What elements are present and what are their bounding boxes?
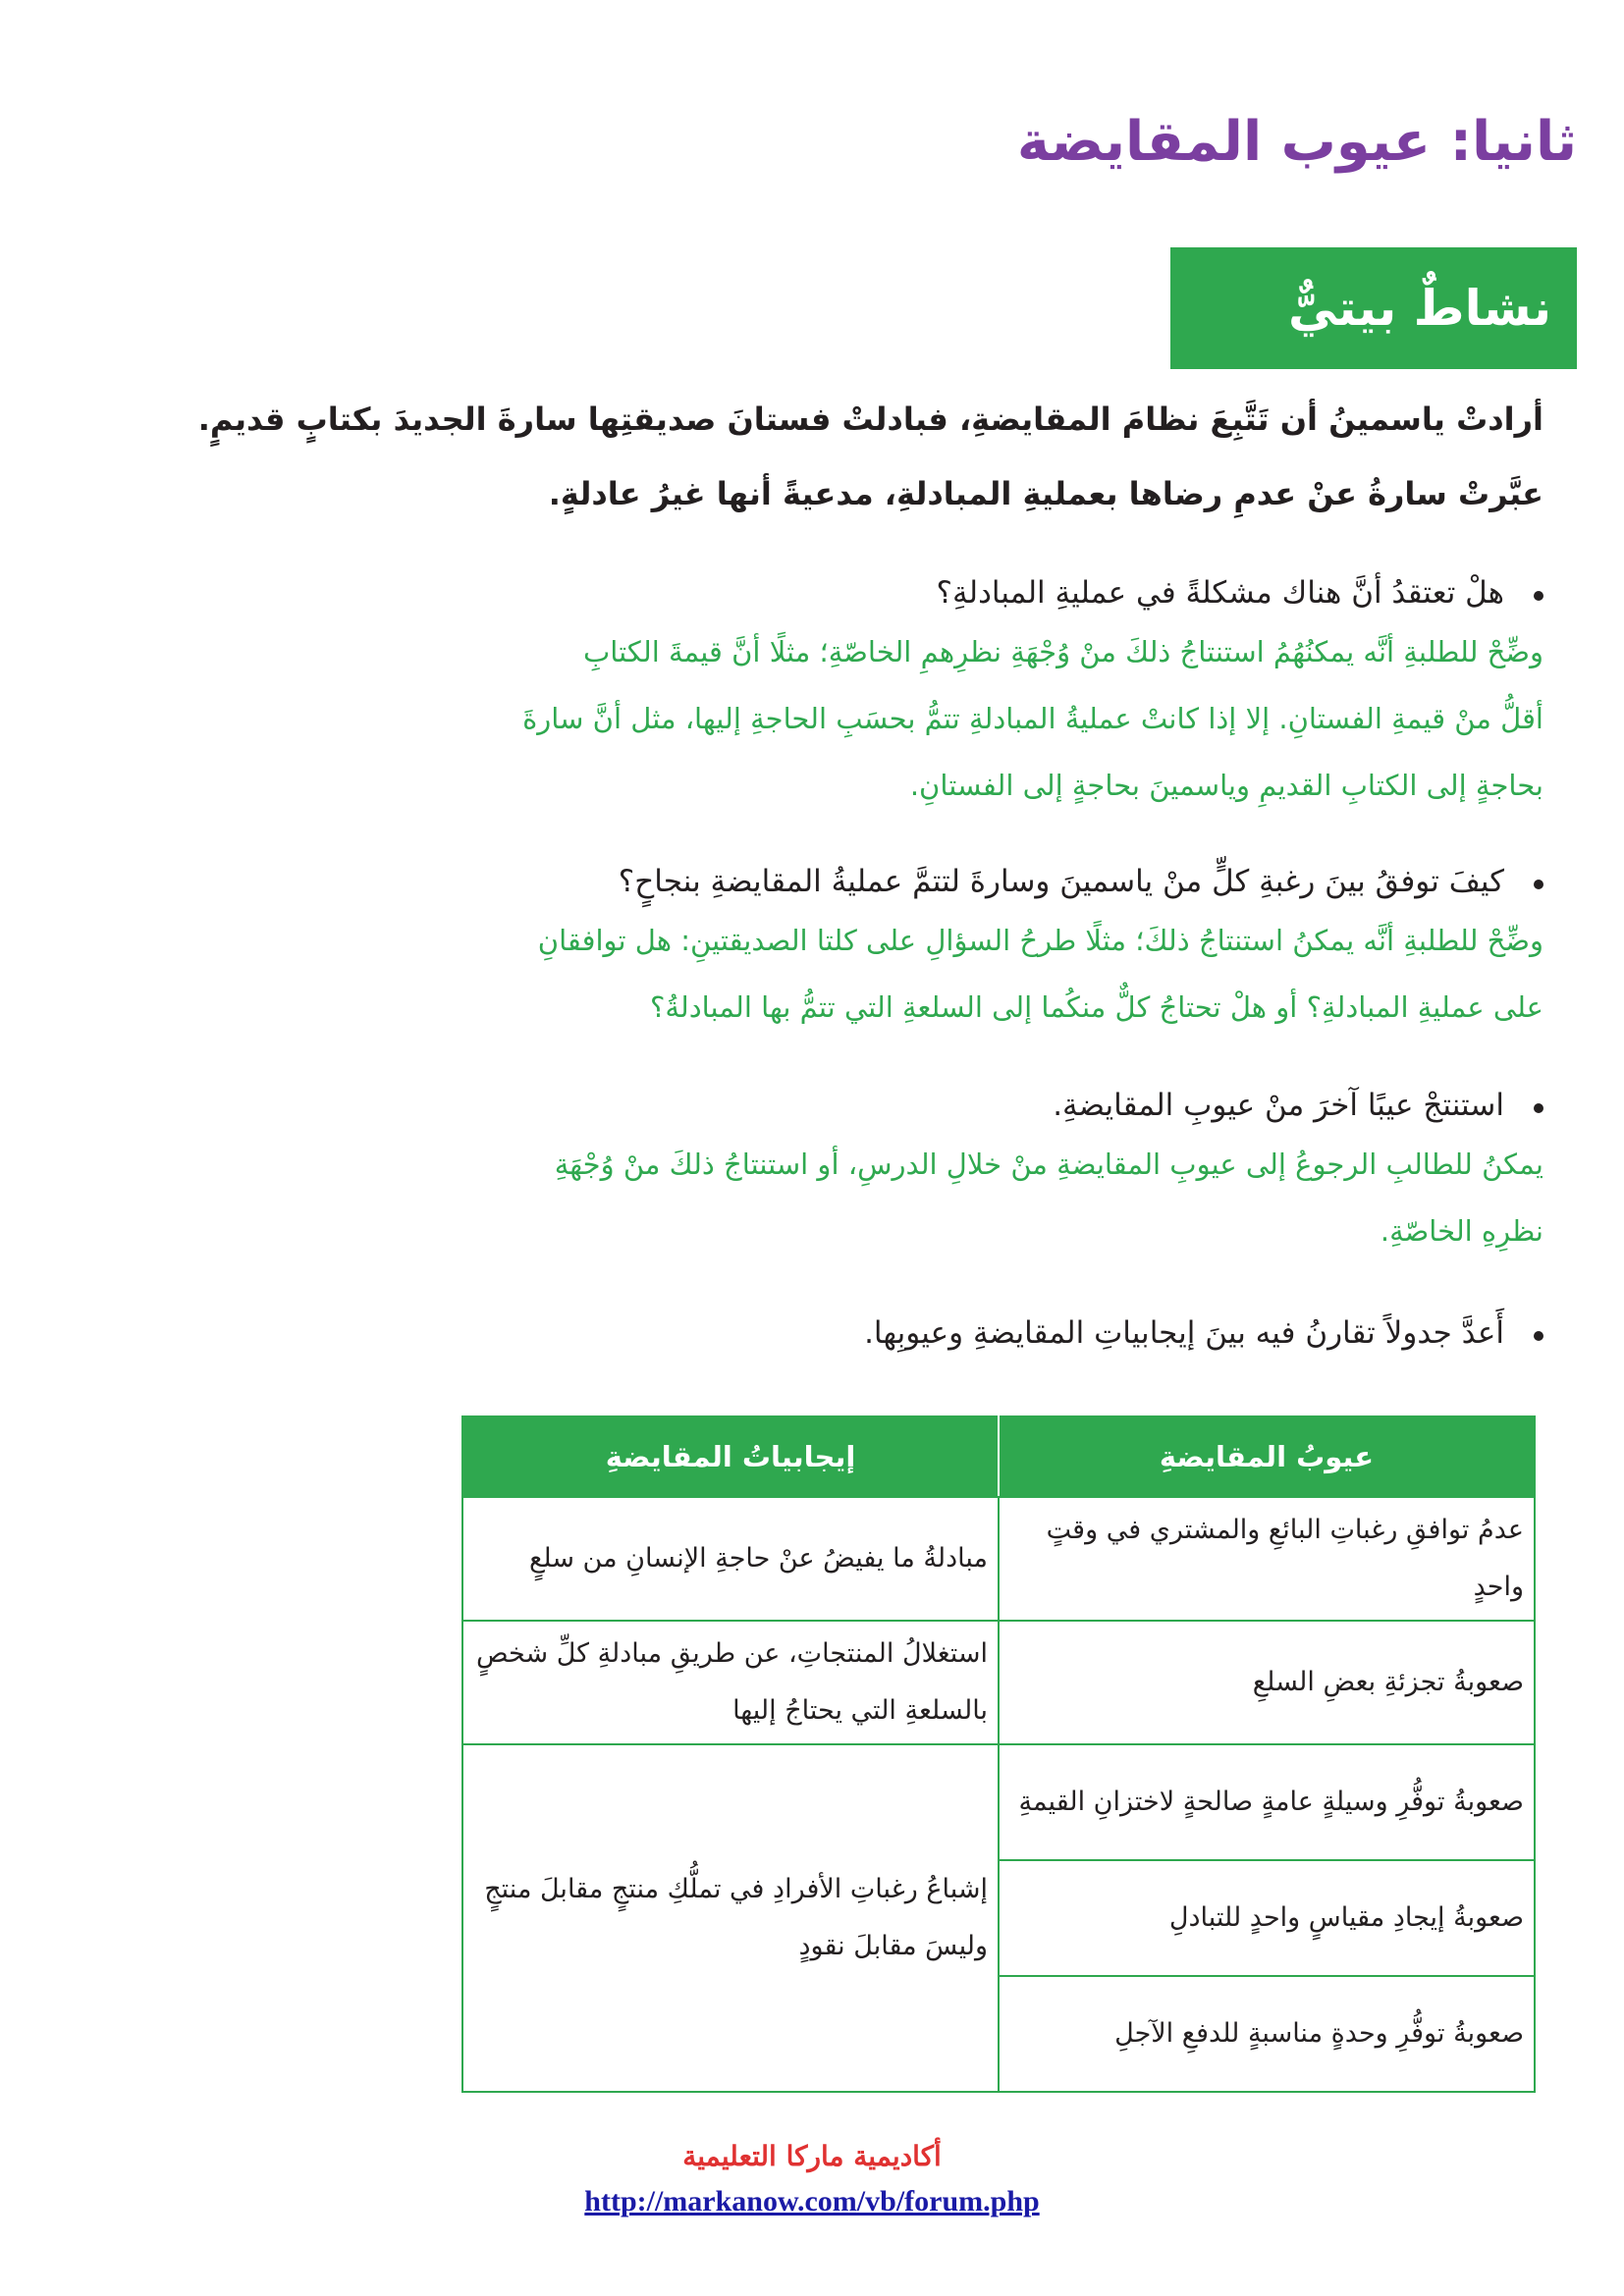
answer-text bbox=[130, 618, 1543, 819]
disadvantage-cell: صعوبةُ توفُّرِ وسيلةٍ عامةٍ صالحةٍ لاختزانِ القيمةِ bbox=[999, 1744, 1535, 1860]
question-text: هلْ تعتقدُ أنَّ هناك مشكلةً في عمليةِ المبادلةِ؟ bbox=[130, 575, 1543, 611]
table-row bbox=[462, 1621, 1535, 1744]
question-item-2 bbox=[130, 864, 1543, 1041]
advantage-cell: استغلالُ المنتجاتِ، عن طريقِ مبادلةِ كلِّ شخصٍ بالسلعةِ التي يحتاجُ إليها bbox=[462, 1621, 999, 1744]
question-text: استنتجْ عيبًا آخرَ منْ عيوبِ المقايضةِ. bbox=[130, 1088, 1543, 1123]
disadvantage-cell: صعوبةُ توفُّرِ وحدةٍ مناسبةٍ للدفعِ الآجلِ bbox=[999, 1976, 1535, 2092]
header-advantages: إيجابياتُ المقايضةِ bbox=[462, 1416, 999, 1497]
table-row bbox=[462, 1744, 1535, 1860]
answer-line: بحاجةٍ إلى الكتابِ القديمِ وياسمينَ بحاجةٍ إلى الفستانِ. bbox=[909, 769, 1543, 802]
table-header-row bbox=[462, 1416, 1535, 1497]
question-text: كيفَ توفقُ بينَ رغبةِ كلٍّ منْ ياسمينَ وسارةَ لتتمَّ عمليةُ المقايضةِ بنجاحٍ؟ bbox=[130, 864, 1543, 899]
intro-paragraph-2: عبَّرتْ سارةُ عنْ عدمِ رضاها بعمليةِ المبادلةِ، مدعيةً أنها غيرُ عادلةٍ. bbox=[548, 475, 1543, 512]
answer-line: نظرِهِ الخاصّةِ. bbox=[1380, 1214, 1543, 1248]
answer-text bbox=[130, 1131, 1543, 1264]
activity-banner bbox=[1170, 247, 1577, 369]
answer-line: وضِّحْ للطلبةِ أنَّه يمكنُهُمُ استنتاجُ ذلكَ منْ وُجْهَةِ نظرِهمِ الخاصّةِ؛ مثلًا أنَّ قيمةَ الكتابِ bbox=[582, 635, 1543, 668]
answer-line: أقلُّ منْ قيمةِ الفستانِ. إلا إذا كانتْ عمليةُ المبادلةِ تتمُّ بحسَبِ الحاجةِ إليها، مثل أنَّ سارةَ bbox=[522, 702, 1543, 735]
question-item-1 bbox=[130, 575, 1543, 819]
activity-label: نشاطٌ بيتيٌّ bbox=[1288, 280, 1551, 337]
disadvantage-cell: صعوبةُ تجزئةِ بعضِ السلعِ bbox=[999, 1621, 1535, 1744]
section-title: ثانيا: عيوب المقايضة bbox=[1016, 110, 1577, 174]
table-row bbox=[462, 1497, 1535, 1621]
answer-line: على عمليةِ المبادلةِ؟ أو هلْ تحتاجُ كلٌّ منكُما إلى السلعةِ التي تتمُّ بها المبادلةُ؟ bbox=[649, 990, 1543, 1024]
question-text: أَعدَّ جدولاً تقارنُ فيه بينَ إيجابياتِ المقايضةِ وعيوبِها. bbox=[130, 1315, 1543, 1351]
question-item-3 bbox=[130, 1088, 1543, 1264]
advantage-cell: مبادلةُ ما يفيضُ عنْ حاجةِ الإنسانِ من سلعٍ bbox=[462, 1497, 999, 1621]
header-disadvantages: عيوبُ المقايضةِ bbox=[999, 1416, 1535, 1497]
disadvantage-cell: صعوبةُ إيجادِ مقياسٍ واحدٍ للتبادلِ bbox=[999, 1860, 1535, 1976]
answer-line: وضِّحْ للطلبةِ أنَّه يمكنُ استنتاجُ ذلكَ؛ مثلًا طرحُ السؤالِ على كلتا الصديقتينِ: هل توافقانِ bbox=[537, 924, 1543, 957]
question-item-4 bbox=[130, 1315, 1543, 1351]
answer-text bbox=[130, 907, 1543, 1041]
comparison-table bbox=[461, 1415, 1536, 2093]
advantage-cell: إشباعُ رغباتِ الأفرادِ في تملُّكِ منتجٍ مقابلَ منتجٍ وليسَ مقابلَ نقودٍ bbox=[462, 1744, 999, 2092]
footer-forum-link[interactable]: http://markanow.com/vb/forum.php bbox=[584, 2185, 1040, 2217]
answer-line: يمكنُ للطالبِ الرجوعُ إلى عيوبِ المقايضةِ منْ خلالِ الدرسِ، أو استنتاجُ ذلكَ منْ وُجْهَةِ bbox=[554, 1148, 1543, 1181]
footer-academy-name: أكاديمية ماركا التعليمية bbox=[682, 2140, 942, 2172]
intro-paragraph-1: أرادتْ ياسمينُ أن تَتَّبِعَ نظامَ المقايضةِ، فبادلتْ فستانَ صديقتِها سارةَ الجديدَ بكتابٍ قديمٍ. bbox=[197, 400, 1543, 438]
disadvantage-cell: عدمُ توافقِ رغباتِ البائعِ والمشتري في وقتٍ واحدٍ bbox=[999, 1497, 1535, 1621]
